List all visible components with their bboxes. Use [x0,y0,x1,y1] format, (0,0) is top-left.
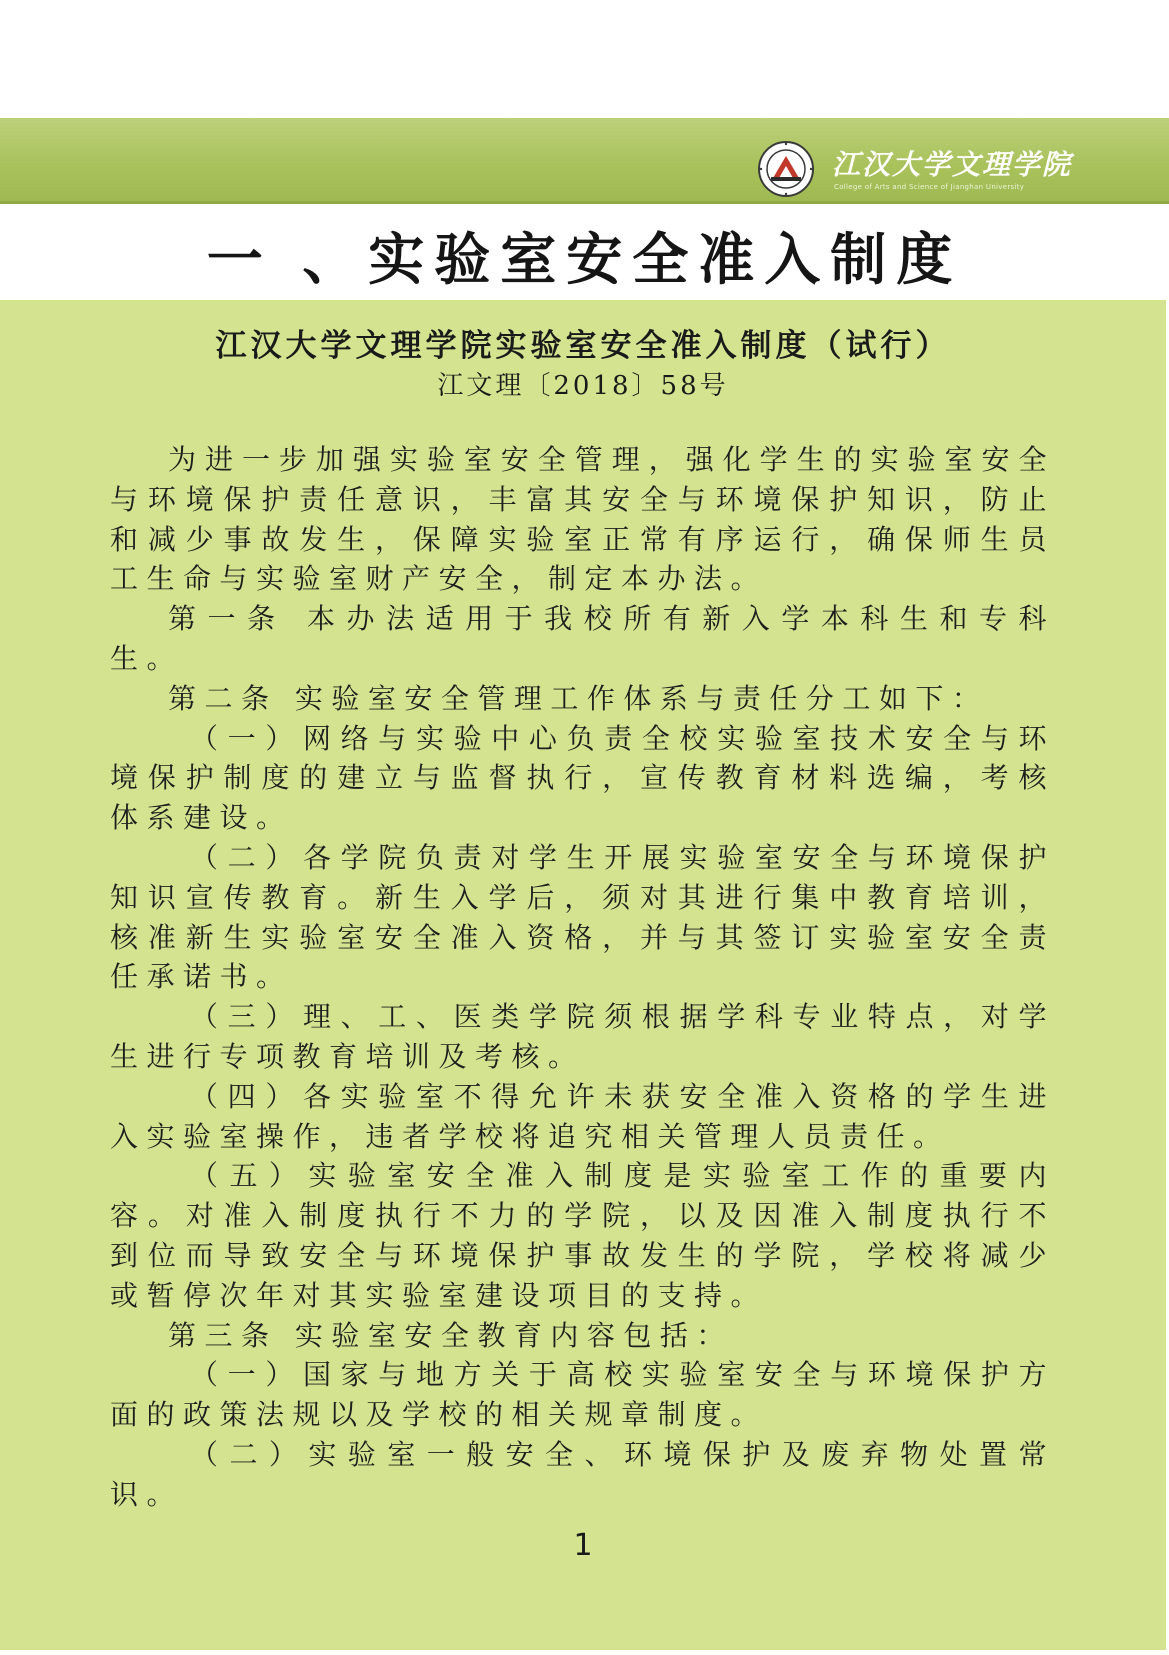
page-number: 1 [573,1528,593,1563]
paragraph: （二）各学院负责对学生开展实验室安全与环境保护知识宣传教育。新生入学后，须对其进行集中教育培训，核准新生实验室安全准入资格，并与其签订实验室安全责任承诺书。 [110,840,1055,994]
header-divider [0,201,1169,204]
paragraph: 第三条 实验室安全教育内容包括： [168,1318,733,1352]
paragraph: 第一条 本办法适用于我校所有新入学本科生和专科生。 [110,602,1055,675]
document-title: 江汉大学文理学院实验室安全准入制度（试行） [215,328,951,364]
university-emblem-icon [757,140,815,198]
paragraph: （一）网络与实验中心负责全校实验室技术安全与环境保护制度的建立与监督执行，宣传教育材料选编，考核体系建设。 [110,721,1055,835]
section-title: 一 、实验室安全准入制度 [206,228,963,293]
paragraph: （二）实验室一般安全、环境保护及废弃物处置常识。 [110,1437,1055,1511]
brand-subtitle: College of Arts and Science of Jianghan University [834,183,1025,191]
paragraph: （一）国家与地方关于高校实验室安全与环境保护方面的政策法规以及学校的相关规章制度。 [110,1358,1055,1432]
paragraph: （五）实验室安全准入制度是实验室工作的重要内容。对准入制度执行不力的学院，以及因准入制度执行不到位而导致安全与环境保护事故发生的学院，学校将减少或暂停次年对其实验室建设项目的支持。 [110,1159,1055,1312]
paragraph: （四）各实验室不得允许未获安全准入资格的学生进入实验室操作，违者学校将追究相关管理人员责任。 [110,1079,1055,1153]
paragraph: （三）理、工、医类学院须根据学科专业特点，对学生进行专项教育培训及考核。 [110,1000,1055,1073]
document-body [110,440,1055,1515]
paragraph: 第二条 实验室安全管理工作体系与责任分工如下： [168,681,989,715]
paragraph: 为进一步加强实验室安全管理，强化学生的实验室安全与环境保护责任意识，丰富其安全与环境保护知识，防止和减少事故发生，保障实验室正常有序运行，确保师生员工生命与实验室财产安全，制定本办法。 [110,443,1055,596]
brand-name: 江汉大学文理学院 [832,148,1073,181]
content-panel [0,300,1166,1650]
document-number: 江文理〔2018〕58号 [437,371,729,401]
